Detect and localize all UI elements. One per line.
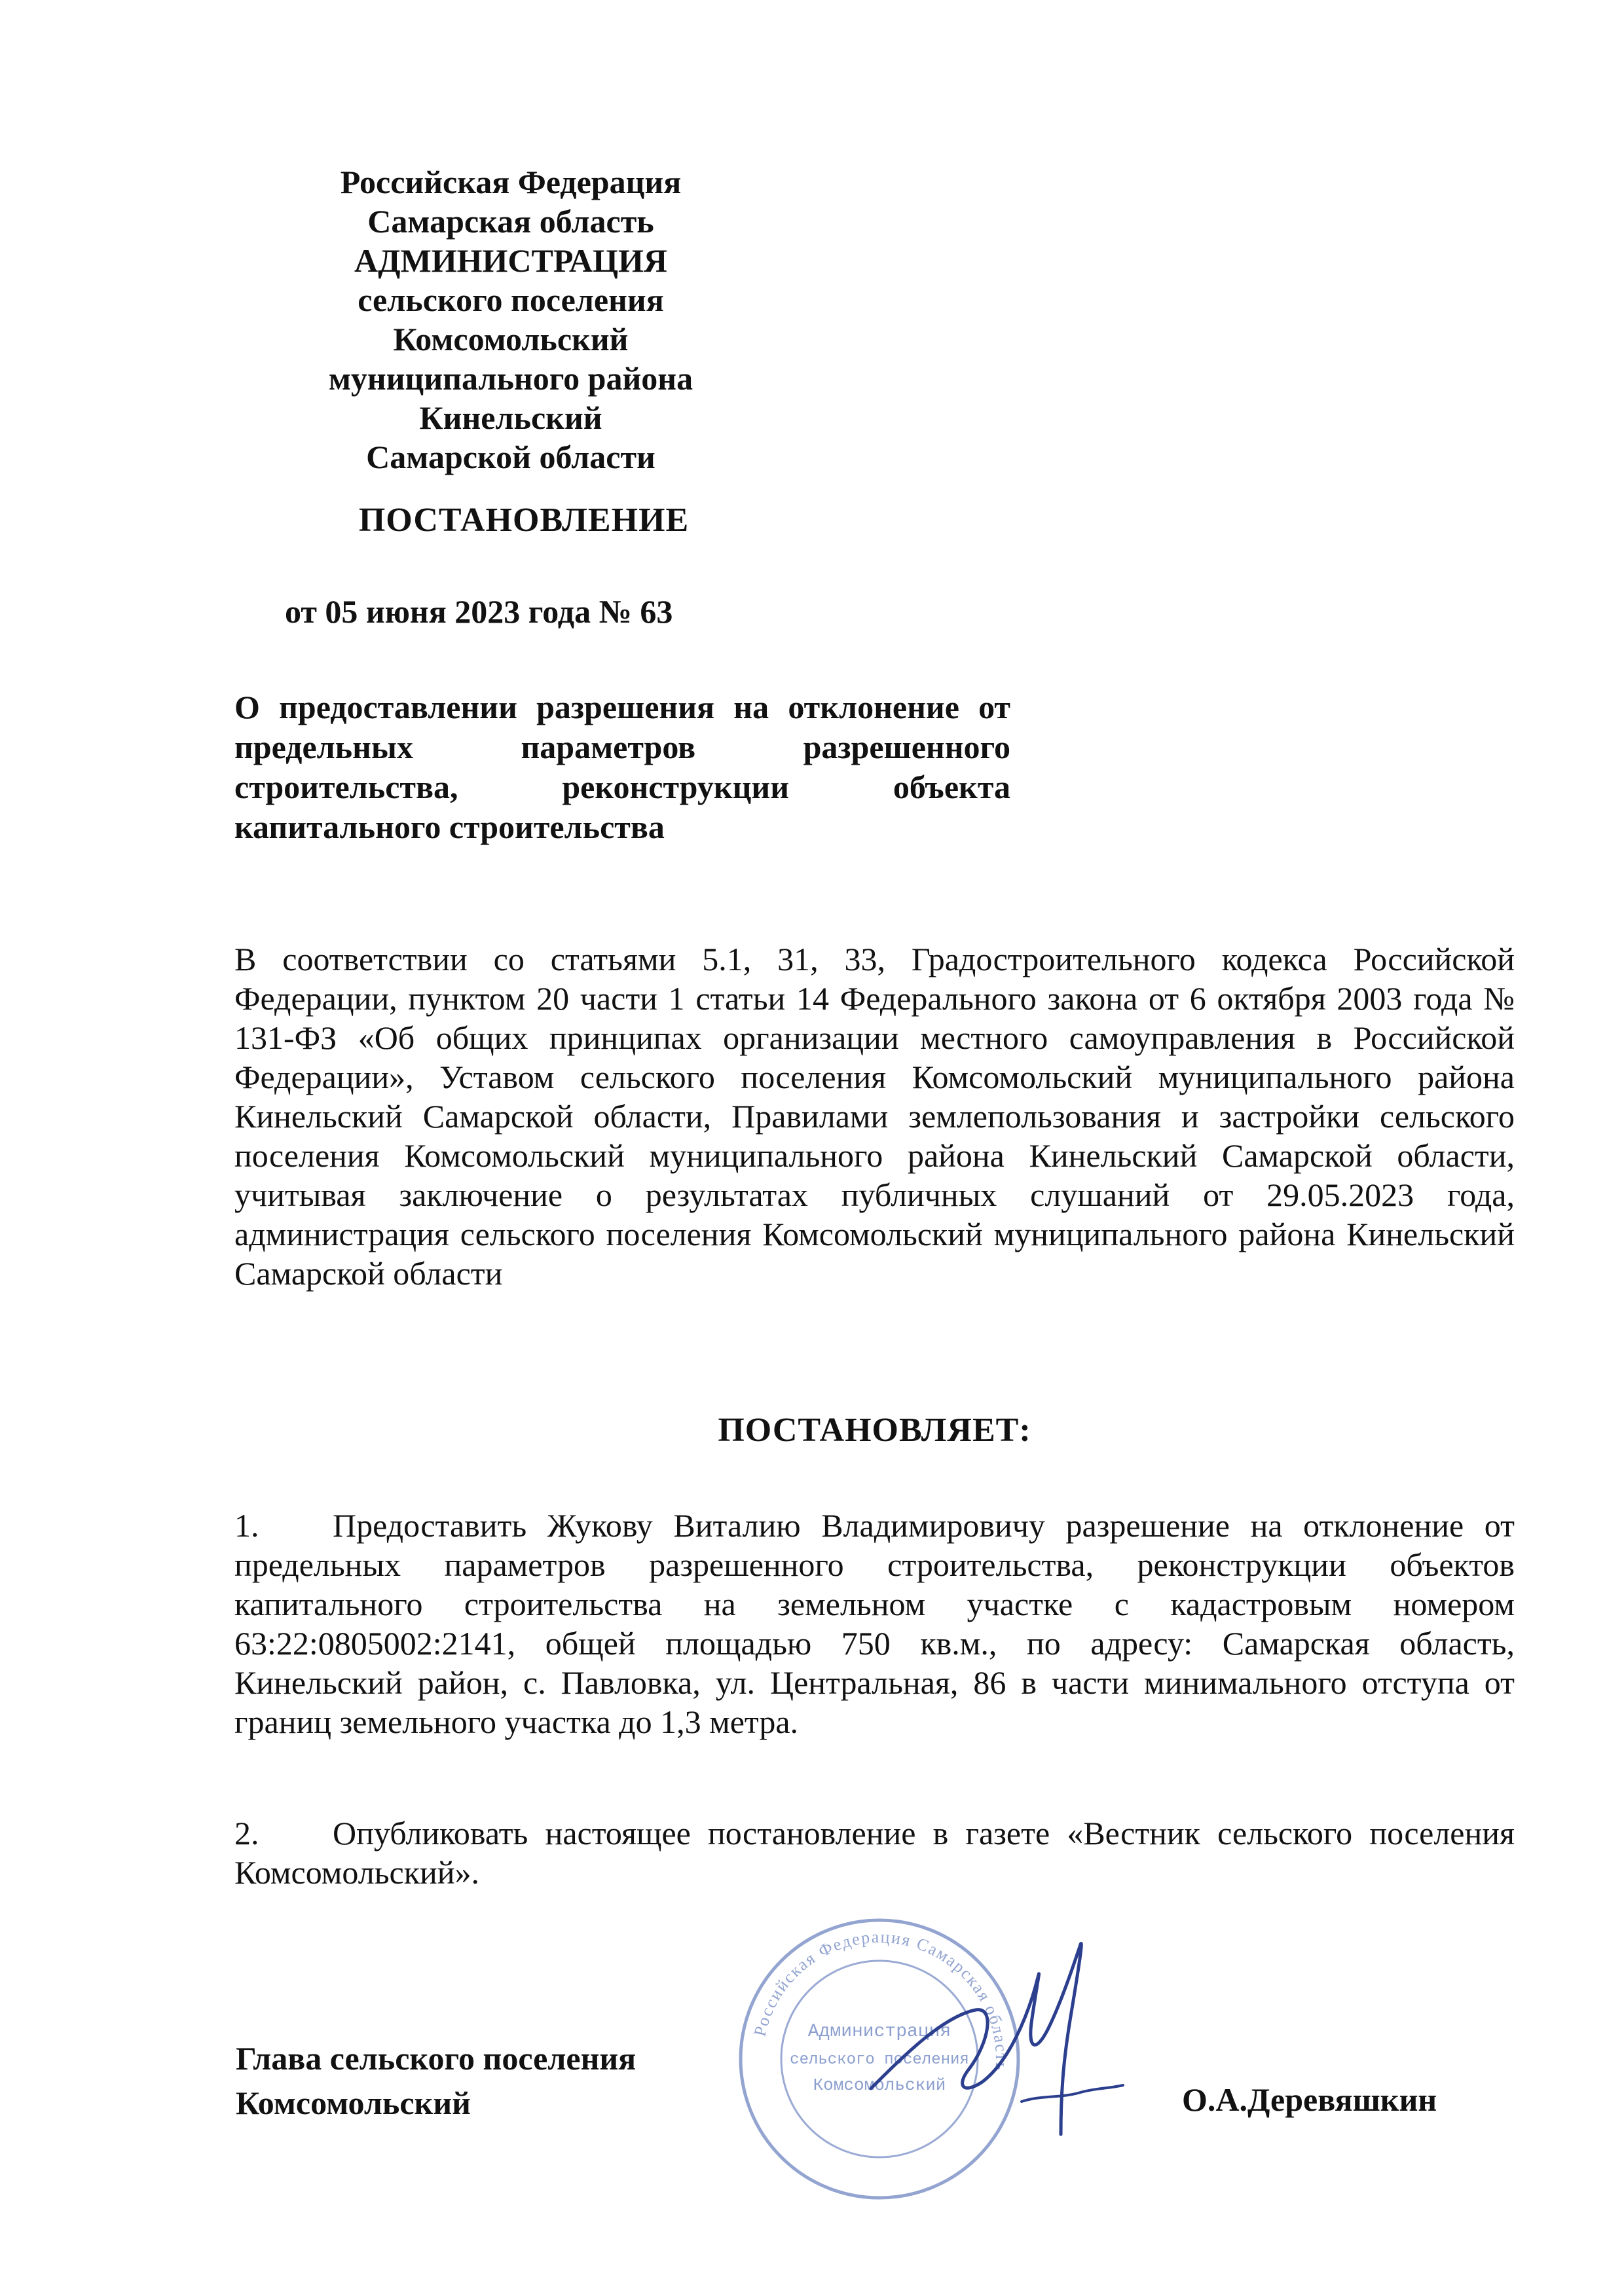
document-subject: О предоставлении разрешения на отклонение от предельных параметров разрешенного строительства, реконструкции объекта капитального строительства (234, 689, 1010, 845)
stamp-center-line: Комсомольский (813, 2075, 946, 2095)
stamp-center-line: Администрация (807, 2022, 951, 2042)
header-line: Кинельский (419, 399, 602, 436)
header-line: сельского поселения (358, 282, 664, 318)
handwritten-signature (864, 1938, 1126, 2160)
stamp-center-line: сельского поселения (790, 2051, 969, 2069)
header-line: Комсомольский (393, 321, 629, 357)
header-line: Российская Федерация (340, 164, 682, 200)
signer-name: О.А.Деревяшкин (1182, 2081, 1437, 2118)
resolution-item (234, 1506, 1515, 1741)
document-date-number: от 05 июня 2023 года № 63 (285, 593, 673, 630)
header-line: муниципального района (328, 360, 693, 397)
signer-position-line: Комсомольский (236, 2085, 471, 2121)
item-text: Предоставить Жукову Виталию Владимировичу разрешение на отклонение от предельных параметров разрешенного строительства, реконструкции объектов капитального строительства на земельном участке с кадастровым номером 63:22:0805002:2141, общей площадью 750 кв.м., по адресу: Самарская область, Кинельский район, с. Павловка, ул. Центральная, 86 в части минимального отступа от границ земельного участка до 1,3 метра. (234, 1507, 1515, 1740)
issuer-header (249, 162, 773, 477)
header-line: Самарской области (366, 439, 655, 475)
header-line: АДМИНИСТРАЦИЯ (354, 242, 667, 279)
item-number: 2. (234, 1815, 259, 1851)
stamp-ring-text: Российская Федерация Самарская область (750, 1927, 1012, 2073)
preamble-paragraph: В соответствии со статьями 5.1, 31, 33, Градостроительного кодекса Российской Федерации, пунктом 20 части 1 статьи 14 Федерального закона от 6 октября 2003 года № 131-ФЗ «Об общих принципах организации местного самоуправления в Российской Федерации», Уставом сельского поселения Комсомольский муниципального района Кинельский Самарской области, Правилами землепользования и застройки сельского поселения Комсомольский муниципального района Кинельский Самарской области, учитывая заключение о результатах публичных слушаний от 29.05.2023 года, администрация сельского поселения Комсомольский муниципального района Кинельский Самарской области (234, 941, 1515, 1292)
resolution-item (234, 1813, 1515, 1892)
resolve-heading: ПОСТАНОВЛЯЕТ: (718, 1412, 1031, 1449)
item-number: 1. (234, 1507, 259, 1544)
document-type-title: ПОСТАНОВЛЕНИЕ (358, 501, 690, 539)
signer-position-line: Глава сельского поселения (236, 2040, 637, 2077)
item-text: Опубликовать настоящее постановление в газете «Вестник сельского поселения Комсомольский». (234, 1815, 1515, 1891)
signer-position (236, 2036, 636, 2125)
header-line: Самарская область (367, 203, 654, 240)
